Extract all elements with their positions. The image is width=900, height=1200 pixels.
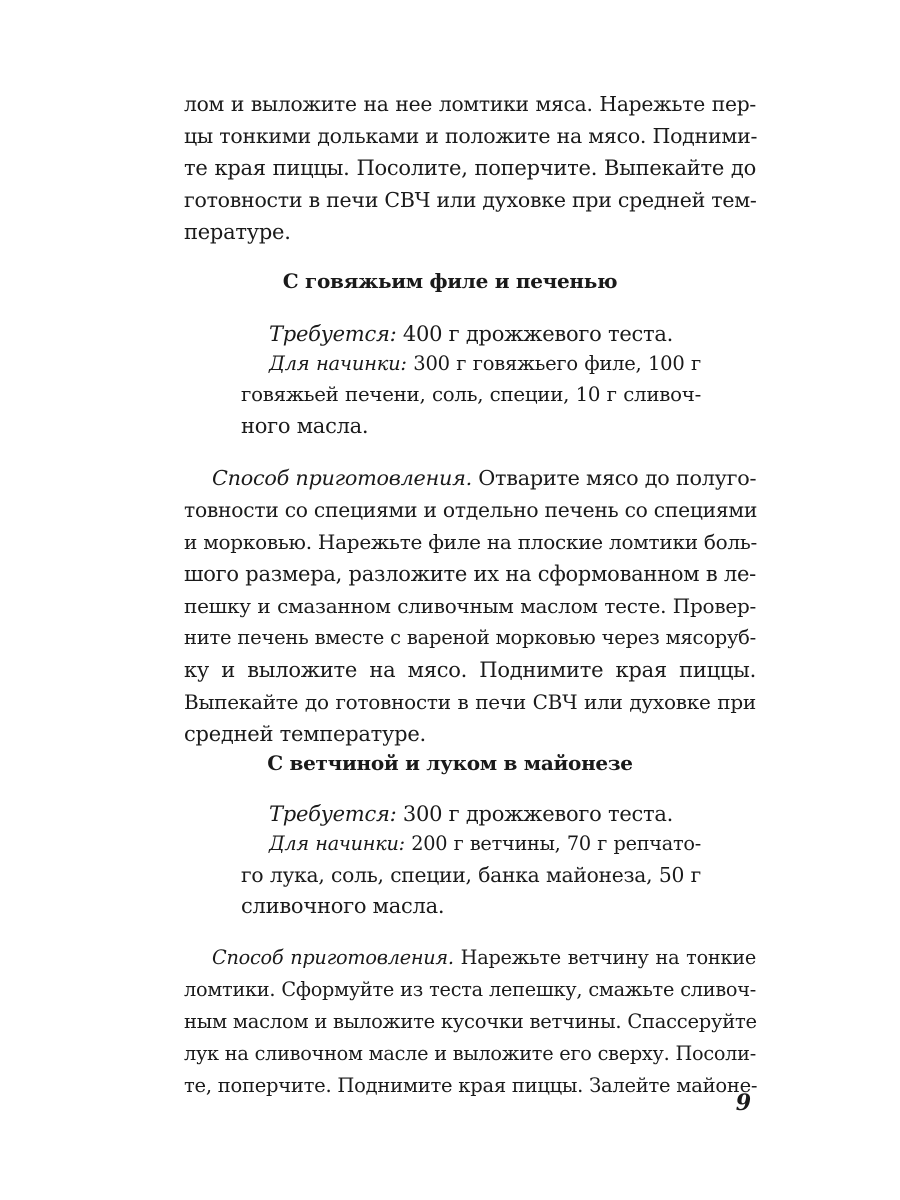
method-line: ку и выложите на мясо. Поднимите края пиццы. <box>184 658 756 682</box>
method-text: Нарежьте ветчину на тонкие <box>453 946 756 969</box>
filling-line: ного масла. <box>241 414 369 438</box>
intro-line: пературе. <box>184 220 291 244</box>
method-text: Отварите мясо до полуго- <box>471 466 757 490</box>
method-label: Способ приготовления. <box>212 466 472 490</box>
method-line: те, поперчите. Поднимите края пиццы. Залейте майоне- <box>184 1074 758 1097</box>
method-line: пешку и смазанном сливочным маслом тесте. Провер- <box>184 594 756 618</box>
filling-label: Для начинки: <box>269 352 407 375</box>
method-line: ните печень вместе с вареной морковью через мясоруб- <box>184 626 756 649</box>
filling-label: Для начинки: <box>269 832 405 855</box>
required-line <box>241 798 701 830</box>
method-line: лук на сливочном масле и выложите его сверху. Посоли- <box>184 1042 756 1065</box>
intro-line: лом и выложите на нее ломтики мяса. Нарежьте пер- <box>184 92 756 116</box>
required-line <box>241 318 701 350</box>
page-number: 9 <box>735 1090 751 1116</box>
required-text: 400 г дрожжевого теста. <box>396 322 674 346</box>
filling-line <box>241 348 701 380</box>
method-line: и морковью. Нарежьте филе на плоские ломтики боль- <box>184 530 758 554</box>
intro-line: те края пиццы. Посолите, поперчите. Выпекайте до <box>184 156 756 180</box>
method-line: товности со специями и отдельно печень со специями <box>184 498 758 522</box>
method-line: ным маслом и выложите кусочки ветчины. Спассеруйте <box>184 1010 757 1033</box>
filling-line: сливочного масла. <box>241 894 445 918</box>
method-line: шого размера, разложите их на сформованном в ле- <box>184 562 756 586</box>
intro-line: готовности в печи СВЧ или духовке при средней тем- <box>184 188 757 212</box>
intro-line: цы тонкими дольками и положите на мясо. Подними- <box>184 124 758 148</box>
filling-line <box>241 828 701 860</box>
filling-line: го лука, соль, специи, банка майонеза, 50 г <box>241 863 701 887</box>
method-line: средней температуре. <box>184 722 426 746</box>
method-label: Способ приготовления. <box>212 946 454 969</box>
method-line <box>184 462 756 494</box>
method-line: Выпекайте до готовности в печи СВЧ или духовке при <box>184 690 756 714</box>
method-line: ломтики. Сформуйте из теста лепешку, смажьте сливоч- <box>184 978 756 1001</box>
recipe-title: С говяжьим филе и печенью <box>282 269 618 293</box>
filling-line: говяжьей печени, соль, специи, 10 г сливоч- <box>241 383 701 406</box>
method-line <box>184 942 756 974</box>
required-label: Требуется: <box>269 322 397 346</box>
required-text: 300 г дрожжевого теста. <box>396 802 674 826</box>
filling-text: 300 г говяжьего филе, 100 г <box>406 352 701 375</box>
recipe-title: С ветчиной и луком в майонезе <box>267 751 633 775</box>
required-label: Требуется: <box>269 802 397 826</box>
filling-text: 200 г ветчины, 70 г репчато- <box>404 832 701 855</box>
